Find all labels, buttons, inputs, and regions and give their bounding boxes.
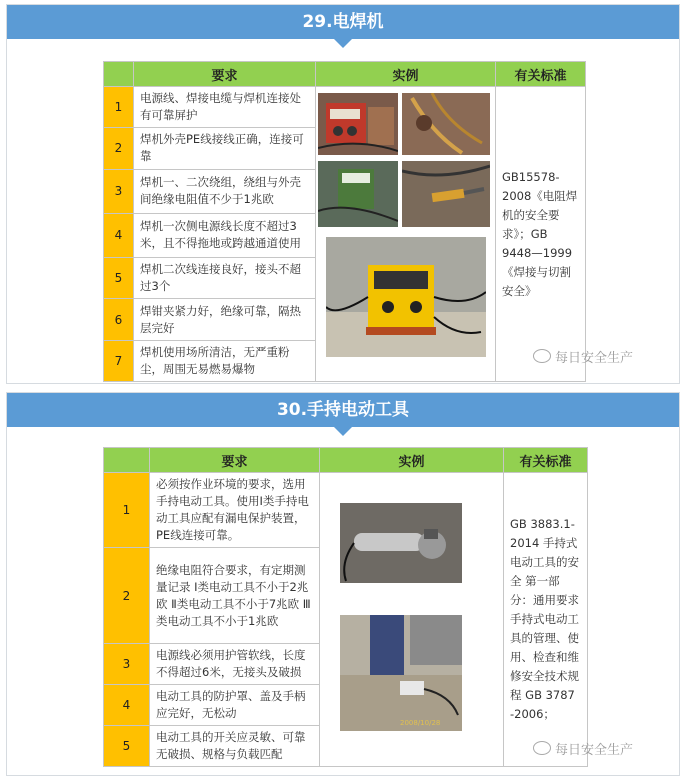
requirement-text: 焊机一、二次绕组，绕组与外壳间绝缘电阻值不少于1兆欧 xyxy=(134,169,316,213)
requirements-table xyxy=(103,447,588,767)
requirement-text: 焊机使用场所清洁，无严重粉尘，周围无易燃易爆物 xyxy=(134,340,316,381)
requirement-text: 电源线必须用护管软线，长度不得超过6米，无接头及破损 xyxy=(150,644,320,685)
requirements-table xyxy=(103,61,586,382)
standard-text: GB 3883.1-2014 手持式电动工具的安全 第一部分：通用要求 手持式电动工具的管理、使用、检查和维修安全技术规程 GB 3787 -2006； xyxy=(504,473,588,767)
header-standard: 有关标准 xyxy=(496,62,586,87)
row-number: 1 xyxy=(104,473,150,548)
requirement-text: 绝缘电阻符合要求，有定期测量记录 Ⅰ类电动工具不小于2兆欧 Ⅱ类电动工具不小于7兆欧 Ⅲ类电动工具不小于1兆欧 xyxy=(150,548,320,644)
header-requirement: 要求 xyxy=(150,448,320,473)
table-row xyxy=(104,473,588,548)
requirement-text: 电动工具的防护罩、盖及手柄应完好，无松动 xyxy=(150,685,320,726)
table-row xyxy=(104,87,586,128)
banner-arrow xyxy=(334,427,352,436)
requirement-text: 焊机一次侧电源线长度不超过3米，且不得拖地或跨越通道使用 xyxy=(134,213,316,257)
requirement-text: 电动工具的开关应灵敏、可靠无破损、规格与负载匹配 xyxy=(150,726,320,767)
section-title: 29.电焊机 xyxy=(302,12,384,32)
row-number: 6 xyxy=(104,299,134,340)
yellow-welder-photo xyxy=(326,237,486,357)
row-number: 3 xyxy=(104,644,150,685)
table-header-row xyxy=(104,448,588,473)
example-photos xyxy=(316,87,496,382)
watermark xyxy=(533,347,633,366)
section-power-tools xyxy=(6,392,680,776)
photo-date: 2008/10/28 xyxy=(400,719,441,727)
angle-grinder-photo xyxy=(340,503,462,583)
standard-text: GB15578-2008《电阻焊机的安全要求》；GB 9448—1999《焊接与切割安全》 xyxy=(496,87,586,382)
row-number: 1 xyxy=(104,87,134,128)
requirement-text: 必须按作业环境的要求，选用手持电动工具。使用Ⅰ类手持电动工具应配有漏电保护装置，PE线连接可靠。 xyxy=(150,473,320,548)
welding-clamp-photo xyxy=(402,161,490,227)
wechat-icon xyxy=(533,349,551,363)
requirement-text: 焊钳夹紧力好，绝缘可靠，隔热层完好 xyxy=(134,299,316,340)
row-number: 4 xyxy=(104,685,150,726)
wechat-icon xyxy=(533,741,551,755)
green-welder-photo xyxy=(318,161,398,227)
example-photos xyxy=(320,473,504,767)
row-number: 4 xyxy=(104,213,134,257)
row-number: 2 xyxy=(104,548,150,644)
requirement-text: 焊机二次线连接良好，接头不超过3个 xyxy=(134,258,316,299)
requirement-text: 电源线、焊接电缆与焊机连接处有可靠屏护 xyxy=(134,87,316,128)
welding-machine-photo xyxy=(318,93,398,155)
welding-cables-photo xyxy=(402,93,490,155)
section-title-banner xyxy=(7,5,679,39)
section-title: 30.手持电动工具 xyxy=(276,400,410,420)
header-requirement: 要求 xyxy=(134,62,316,87)
row-number: 5 xyxy=(104,258,134,299)
section-title-banner xyxy=(7,393,679,427)
row-number: 2 xyxy=(104,128,134,169)
watermark-text: 每日安全生产 xyxy=(555,743,634,758)
table-header-row xyxy=(104,62,586,87)
requirement-text: 焊机外壳PE线接线正确，连接可靠 xyxy=(134,128,316,169)
header-standard: 有关标准 xyxy=(504,448,588,473)
header-example: 实例 xyxy=(316,62,496,87)
worker-tool-photo xyxy=(340,615,462,731)
banner-arrow xyxy=(334,39,352,48)
row-number: 5 xyxy=(104,726,150,767)
row-number: 7 xyxy=(104,340,134,381)
header-example: 实例 xyxy=(320,448,504,473)
section-welding-machine xyxy=(6,4,680,384)
row-number: 3 xyxy=(104,169,134,213)
header-blank xyxy=(104,448,150,473)
watermark-text: 每日安全生产 xyxy=(555,351,634,366)
watermark xyxy=(533,739,633,758)
header-blank xyxy=(104,62,134,87)
